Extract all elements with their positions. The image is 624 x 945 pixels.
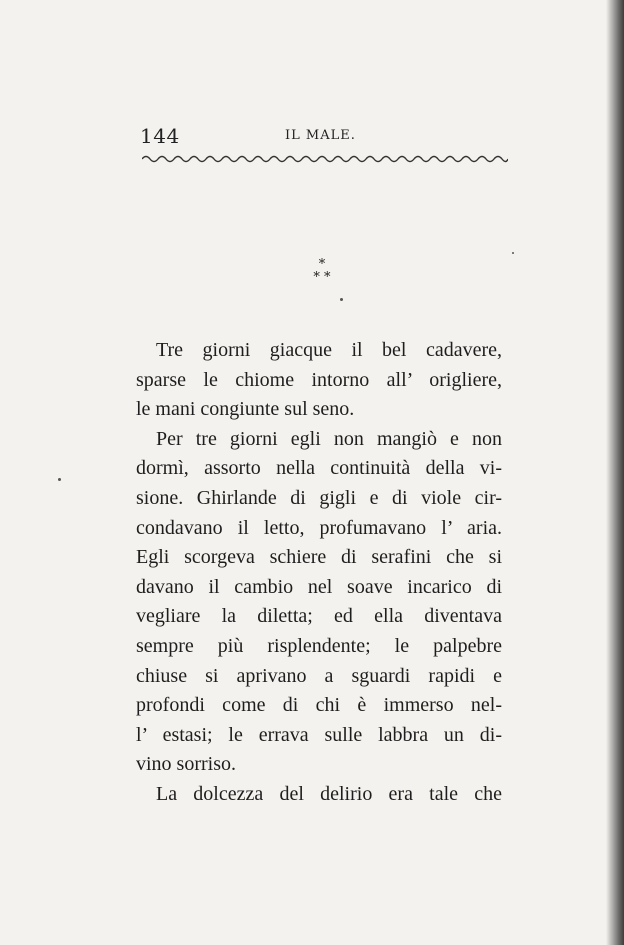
text-line: davano il cambio nel soave incarico di bbox=[136, 575, 502, 598]
text-line: sparse le chiome intorno all’ origliere, bbox=[136, 368, 502, 391]
text-line: l’ estasi; le errava sulle labbra un di- bbox=[136, 723, 502, 746]
page-header bbox=[140, 124, 510, 148]
text-line: Egli scorgeva schiere di serafini che si bbox=[136, 546, 502, 569]
running-title: IL MALE. bbox=[285, 128, 356, 143]
text-line: vegliare la diletta; ed ella diventava bbox=[136, 605, 502, 628]
ornamental-rule bbox=[142, 154, 508, 164]
text-line: Per tre giorni egli non mangiò e non bbox=[156, 427, 502, 450]
text-line: La dolcezza del delirio era tale che bbox=[156, 782, 502, 805]
text-line: sempre più risplendente; le palpebre bbox=[136, 634, 502, 657]
text-line: chiuse si aprivano a sguardi rapidi e bbox=[136, 664, 502, 687]
text-line: vino sorriso. bbox=[136, 753, 236, 776]
text-line: condavano il letto, profumavano l’ aria. bbox=[136, 516, 502, 539]
body-text bbox=[136, 336, 502, 810]
text-line: le mani congiunte sul seno. bbox=[136, 398, 355, 421]
text-line: dormì, assorto nella continuità della vi- bbox=[136, 457, 502, 480]
paragraph-3 bbox=[136, 780, 502, 810]
text-line: sione. Ghirlande di gigli e di viole cir- bbox=[136, 486, 502, 509]
asterism-bottom: * * bbox=[313, 270, 331, 285]
page-edge-shadow bbox=[606, 0, 624, 945]
paragraph-2 bbox=[136, 425, 502, 780]
text-line: Tre giorni giacque il bel cadavere, bbox=[156, 339, 502, 361]
section-break-asterism bbox=[302, 258, 342, 284]
asterism-top: * bbox=[318, 257, 326, 272]
paper-speck bbox=[58, 478, 61, 481]
text-line: profondi come di chi è immerso nel- bbox=[136, 694, 502, 717]
paper-speck bbox=[340, 298, 343, 301]
paper-speck bbox=[512, 252, 514, 254]
page-number: 144 bbox=[140, 124, 180, 148]
paragraph-1 bbox=[136, 336, 502, 425]
